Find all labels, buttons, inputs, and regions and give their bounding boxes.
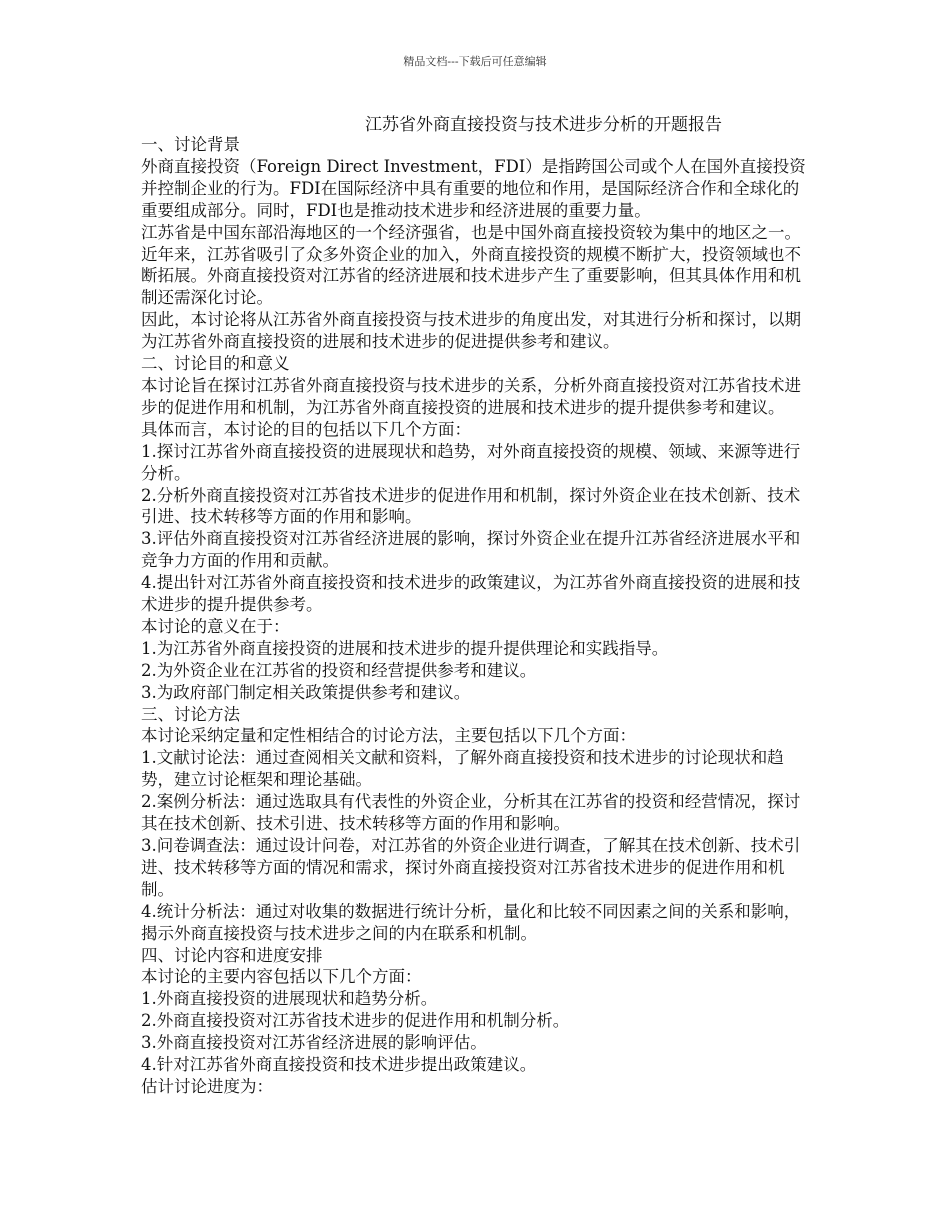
section-heading: 三、讨论方法 <box>141 704 240 724</box>
paragraph: 估计讨论进度为： <box>141 1076 273 1096</box>
list-item: 3.评估外商直接投资对江苏省经济进展的影响，探讨外资企业在提升江苏省经济进展水平和竞争力方面的作用和贡献。 <box>141 529 801 571</box>
list-item: 2.分析外商直接投资对江苏省技术进步的促进作用和机制，探讨外资企业在技术创新、技术引进、技术转移等方面的作用和影响。 <box>141 485 801 527</box>
paragraph: 江苏省是中国东部沿海地区的一个经济强省，也是中国外商直接投资较为集中的地区之一。近年来，江苏省吸引了众多外资企业的加入，外商直接投资的规模不断扩大，投资领域也不断拓展。外商直接投资对江苏省的经济进展和技术进步产生了重要影响，但其具体作用和机制还需深化讨论。 <box>141 222 801 308</box>
list-item: 1.文献讨论法：通过查阅相关文献和资料，了解外商直接投资和技术进步的讨论现状和趋势，建立讨论框架和理论基础。 <box>141 748 784 790</box>
document-title: 江苏省外商直接投资与技术进步分析的开题报告 <box>365 115 722 135</box>
section-heading: 二、讨论目的和意义 <box>141 354 290 374</box>
list-item: 3.为政府部门制定相关政策提供参考和建议。 <box>141 682 471 702</box>
list-item: 2.外商直接投资对江苏省技术进步的促进作用和机制分析。 <box>141 1011 570 1031</box>
list-item: 3.外商直接投资对江苏省经济进展的影响评估。 <box>141 1033 487 1053</box>
list-item: 2.案例分析法：通过选取具有代表性的外资企业，分析其在江苏省的投资和经营情况，探讨其在技术创新、技术引进、技术转移等方面的作用和影响。 <box>141 792 801 834</box>
paragraph: 本讨论旨在探讨江苏省外商直接投资与技术进步的关系，分析外商直接投资对江苏省技术进步的促进作用和机制，为江苏省外商直接投资的进展和技术进步的提升提供参考和建议。 <box>141 375 801 417</box>
document-body <box>141 134 813 1098</box>
section-heading: 一、讨论背景 <box>141 135 240 154</box>
page-header: 精品文档---下载后可任意编辑 <box>403 55 547 68</box>
list-item: 4.针对江苏省外商直接投资和技术进步提出政策建议。 <box>141 1055 537 1075</box>
list-item: 4.提出针对江苏省外商直接投资和技术进步的政策建议，为江苏省外商直接投资的进展和技术进步的提升提供参考。 <box>141 573 801 615</box>
paragraph: 本讨论的意义在于： <box>141 616 290 636</box>
paragraph: 因此，本讨论将从江苏省外商直接投资与技术进步的角度出发，对其进行分析和探讨，以期为江苏省外商直接投资的进展和技术进步的促进提供参考和建议。 <box>141 310 801 352</box>
section-heading: 四、讨论内容和进度安排 <box>141 945 323 965</box>
paragraph: 本讨论采纳定量和定性相结合的讨论方法，主要包括以下几个方面： <box>141 726 636 746</box>
list-item: 2.为外资企业在江苏省的投资和经营提供参考和建议。 <box>141 660 537 680</box>
paragraph: 本讨论的主要内容包括以下几个方面： <box>141 967 422 987</box>
list-item: 1.外商直接投资的进展现状和趋势分析。 <box>141 989 438 1009</box>
list-item: 1.为江苏省外商直接投资的进展和技术进步的提升提供理论和实践指导。 <box>141 638 669 658</box>
list-item: 1.探讨江苏省外商直接投资的进展现状和趋势，对外商直接投资的规模、领域、来源等进行分析。 <box>141 441 801 483</box>
list-item: 4.统计分析法：通过对收集的数据进行统计分析，量化和比较不同因素之间的关系和影响，揭示外商直接投资与技术进步之间的内在联系和机制。 <box>141 901 801 943</box>
paragraph: 外商直接投资（Foreign Direct Investment，FDI）是指跨国公司或个人在国外直接投资并控制企业的行为。FDI在国际经济中具有重要的地位和作用，是国际经济合作和全球化的重要组成部分。同时，FDI也是推动技术进步和经济进展的重要力量。 <box>141 156 806 220</box>
list-item: 3.问卷调查法：通过设计问卷，对江苏省的外资企业进行调查，了解其在技术创新、技术引进、技术转移等方面的情况和需求，探讨外商直接投资对江苏省技术进步的促进作用和机制。 <box>141 836 801 899</box>
paragraph: 具体而言，本讨论的目的包括以下几个方面： <box>141 419 471 439</box>
